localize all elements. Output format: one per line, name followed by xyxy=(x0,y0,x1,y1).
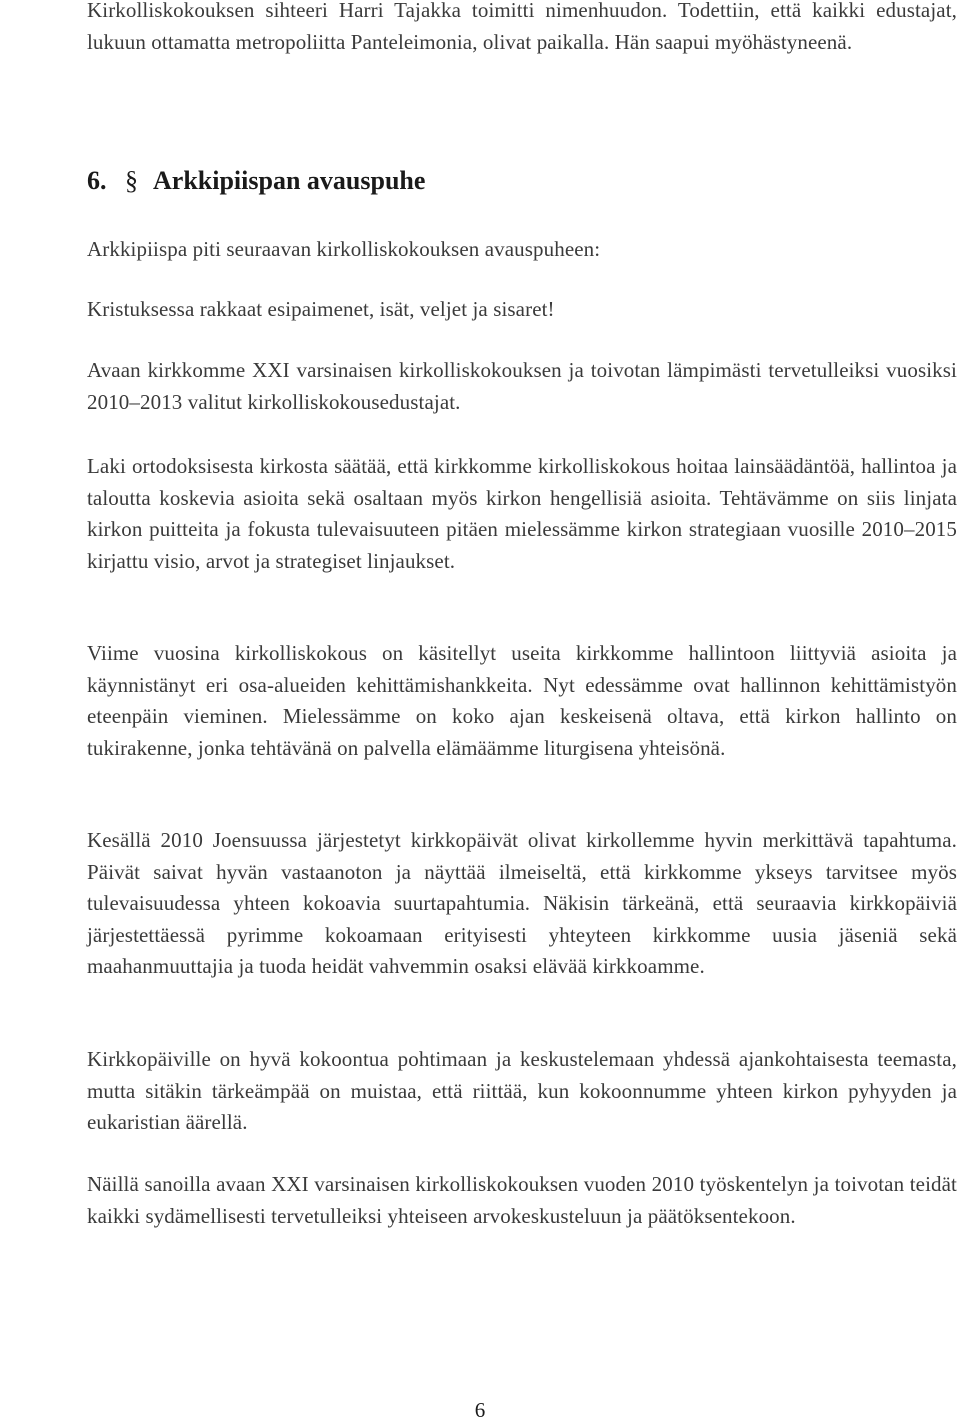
paragraph: Kirkkopäiville on hyvä kokoontua pohtimaan ja keskustelemaan yhdessä ajankohtaisesta teemasta, mutta sitäkin tärkeämpää on muistaa, että riittää, kun kokoonnumme yhteen kirkon pyhyyden ja eukaristian äärellä. xyxy=(87,1047,957,1134)
paragraph: Kesällä 2010 Joensuussa järjestetyt kirkkopäivät olivat kirkollemme hyvin merkittävä tapahtuma. Päivät saivat hyvän vastaanoton ja näyttää ilmeiseltä, että kirkkomme ykseys tarvitsee myös tulevaisuudessa yhteen kokoavia suurtapahtumia. Näkisin tärkeänä, että seuraavia kirkkopäiviä järjestettäessä pyrimme kokoamaan erityisesti yhteyteen kirkkomme uusia jäseniä sekä maahanmuuttajia ja tuoda heidät vahvemmin osaksi elävää kirkkoamme. xyxy=(87,828,957,978)
section-symbol: § xyxy=(125,166,138,195)
paragraph: Laki ortodoksisesta kirkosta säätää, että kirkkomme kirkolliskokous hoitaa lainsäädäntöä, hallintoa ja taloutta koskevia asioita sekä osaltaan myös kirkon hengellisiä asioita. Tehtävämme on siis linjata kirkon puitteita ja fokusta tulevaisuuteen pitäen mielessämme kirkon strategiaan vuosille 2010–2015 kirjattu visio, arvot ja strategiset linjaukset. xyxy=(87,454,957,573)
paragraph: Arkkipiispa piti seuraavan kirkolliskokouksen avauspuheen: xyxy=(87,237,601,261)
page-number: 6 xyxy=(474,1398,486,1422)
paragraph: Näillä sanoilla avaan XXI varsinaisen kirkolliskokouksen vuoden 2010 työskentelyn ja toivotan teidät kaikki sydämellisesti tervetulleiksi yhteiseen arvokeskusteluun ja päätöksentekoon. xyxy=(87,1172,957,1228)
paragraph: Kristuksessa rakkaat esipaimenet, isät, veljet ja sisaret! xyxy=(87,297,555,321)
paragraph: Viime vuosina kirkolliskokous on käsitellyt useita kirkkomme hallintoon liittyviä asioita ja käynnistänyt eri osa-alueiden kehittämishankkeita. Nyt edessämme ovat hallinnon kehittämistyön eteenpäin vieminen. Mielessämme on koko ajan keskeisenä oltava, että kirkon hallinto on tukirakenne, jonka tehtävänä on palvella elämäämme liturgisena yhteisönä. xyxy=(87,641,957,760)
intro-paragraph: Kirkolliskokouksen sihteeri Harri Tajakka toimitti nimenhuudon. Todettiin, että kaikki edustajat, lukuun ottamatta metropoliitta Panteleimonia, olivat paikalla. Hän saapui myöhästyneenä. xyxy=(87,0,957,54)
section-number: 6. xyxy=(87,166,107,195)
section-heading xyxy=(87,166,957,196)
section-title: Arkkipiispan avauspuhe xyxy=(153,166,426,195)
paragraph: Avaan kirkkomme XXI varsinaisen kirkolliskokouksen ja toivotan lämpimästi tervetulleiksi vuosiksi 2010–2013 valitut kirkolliskokousedustajat. xyxy=(87,358,957,414)
